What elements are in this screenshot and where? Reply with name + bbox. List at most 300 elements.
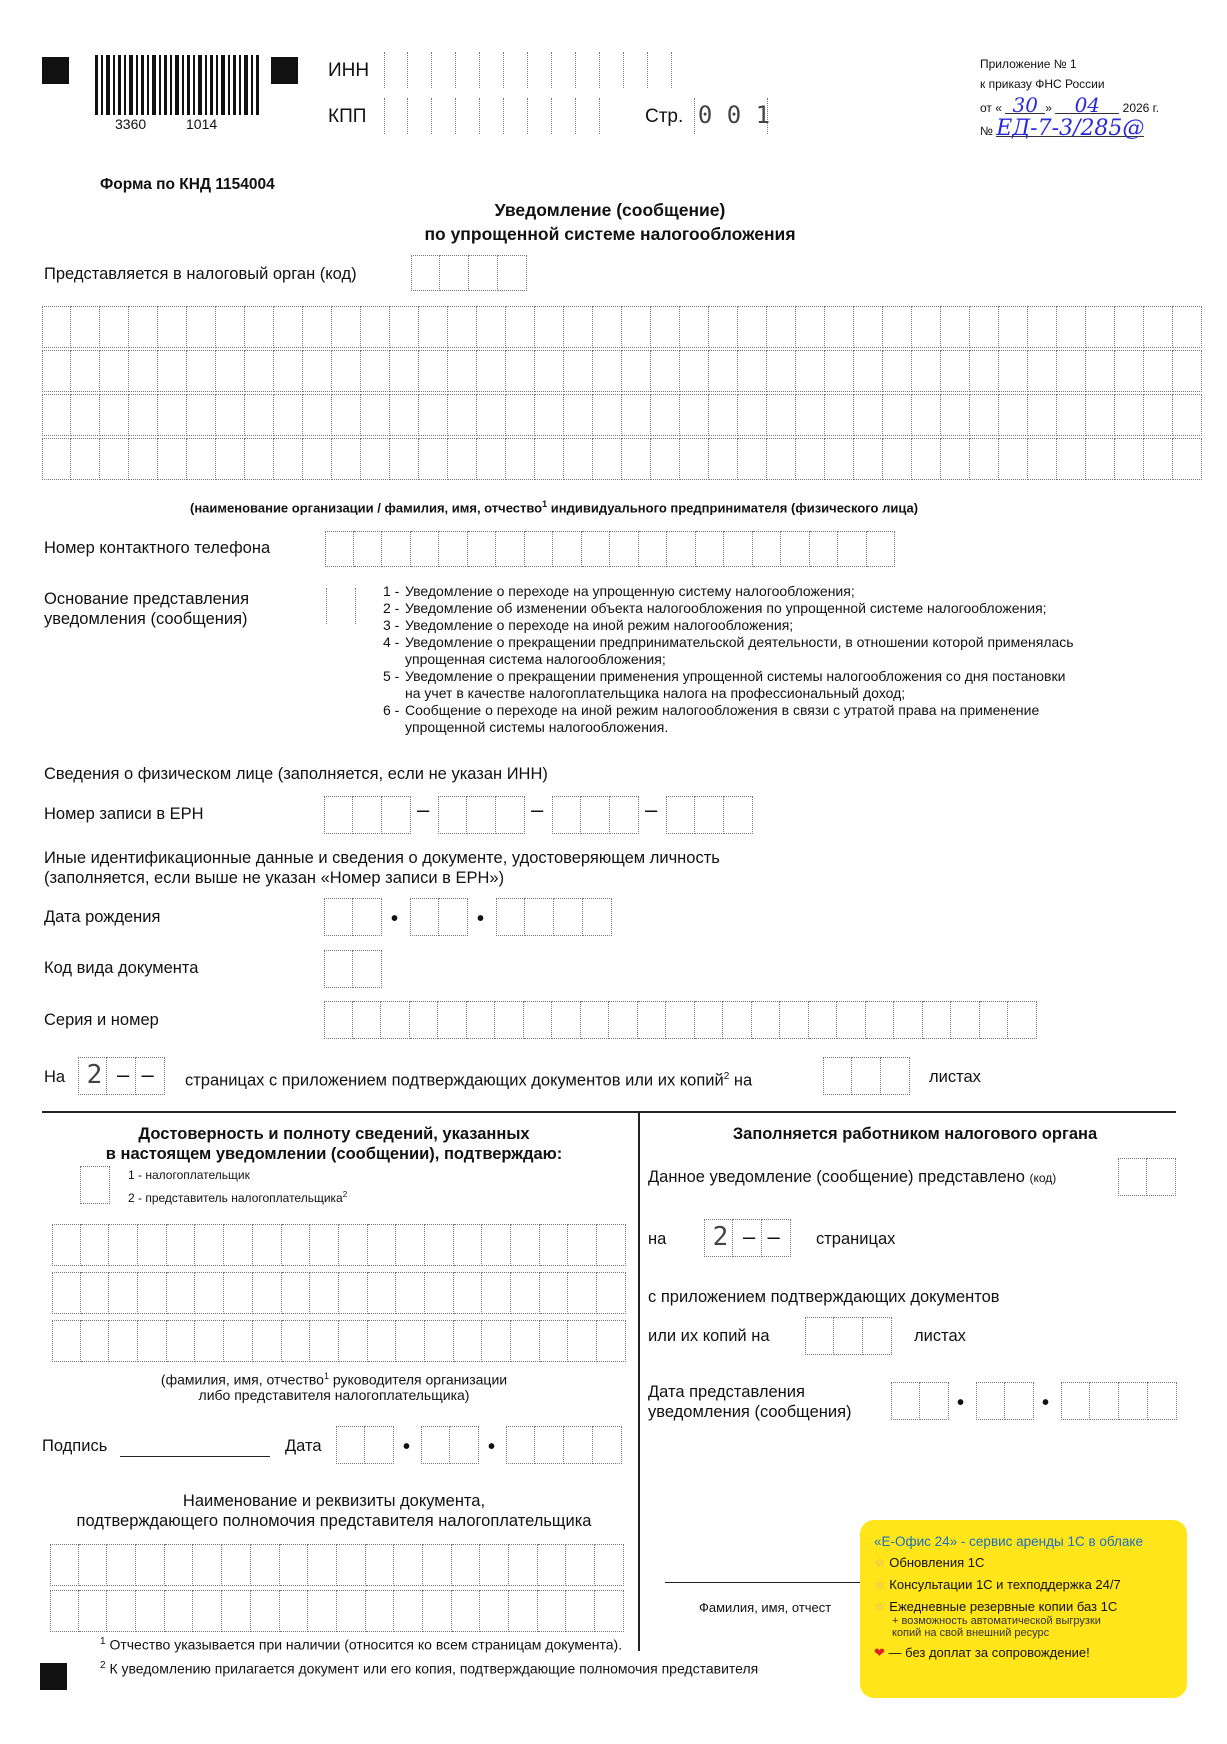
char-cell[interactable]: [535, 394, 564, 436]
char-cell-row[interactable]: [52, 1272, 626, 1314]
char-cell[interactable]: [107, 1590, 136, 1632]
char-cell[interactable]: [1144, 438, 1173, 480]
char-cell[interactable]: [158, 394, 187, 436]
char-cell-row[interactable]: [52, 1320, 626, 1362]
signature-line[interactable]: [120, 1456, 270, 1457]
char-cell[interactable]: [524, 1001, 553, 1039]
char-cell[interactable]: [222, 1544, 251, 1586]
char-cell[interactable]: [251, 1590, 280, 1632]
char-cell[interactable]: [253, 1224, 282, 1266]
char-cell[interactable]: [368, 1224, 397, 1266]
char-cell[interactable]: [339, 1272, 368, 1314]
char-cell[interactable]: [167, 1272, 196, 1314]
char-cell[interactable]: [390, 306, 419, 348]
char-cell[interactable]: [396, 1224, 425, 1266]
char-cell[interactable]: [496, 796, 525, 834]
char-cell[interactable]: [332, 306, 361, 348]
char-cell[interactable]: [193, 1544, 222, 1586]
char-cell[interactable]: [477, 438, 506, 480]
char-cell[interactable]: [467, 796, 496, 834]
char-cell[interactable]: [448, 394, 477, 436]
char-cell[interactable]: [282, 1272, 311, 1314]
char-cell[interactable]: [593, 394, 622, 436]
char-cell[interactable]: [129, 306, 158, 348]
char-cell[interactable]: [339, 1224, 368, 1266]
char-cell[interactable]: [480, 1544, 509, 1586]
char-cell[interactable]: [506, 1426, 535, 1464]
char-cell[interactable]: [568, 1272, 597, 1314]
char-cell[interactable]: [538, 1544, 567, 1586]
char-cell[interactable]: [81, 1224, 110, 1266]
char-cell[interactable]: [999, 394, 1028, 436]
char-cell[interactable]: [216, 350, 245, 392]
char-cell[interactable]: [381, 1001, 410, 1039]
char-cell[interactable]: [423, 1544, 452, 1586]
char-cell[interactable]: [796, 350, 825, 392]
char-cell-row[interactable]: [1061, 1382, 1177, 1420]
char-cell[interactable]: [752, 1001, 781, 1039]
char-cell[interactable]: [425, 1272, 454, 1314]
char-cell[interactable]: [79, 1590, 108, 1632]
char-cell[interactable]: [100, 350, 129, 392]
char-cell[interactable]: [709, 438, 738, 480]
char-cell[interactable]: [883, 394, 912, 436]
char-cell[interactable]: [680, 394, 709, 436]
char-cell[interactable]: [1028, 394, 1057, 436]
char-cell[interactable]: [158, 438, 187, 480]
char-cell-row[interactable]: [42, 350, 1202, 392]
char-cell[interactable]: [337, 1590, 366, 1632]
char-cell[interactable]: [825, 394, 854, 436]
char-cell[interactable]: [361, 438, 390, 480]
char-cell[interactable]: [129, 438, 158, 480]
char-cell[interactable]: [195, 1320, 224, 1362]
char-cell[interactable]: [651, 306, 680, 348]
char-cell-row[interactable]: [52, 1224, 626, 1266]
char-cell[interactable]: [365, 1426, 394, 1464]
char-cell[interactable]: [1173, 394, 1202, 436]
char-cell[interactable]: [480, 1590, 509, 1632]
char-cell[interactable]: [245, 350, 274, 392]
char-cell-row[interactable]: [336, 1426, 394, 1464]
char-cell[interactable]: [419, 438, 448, 480]
char-cell[interactable]: [1173, 306, 1202, 348]
char-cell[interactable]: [50, 1544, 79, 1586]
char-cell[interactable]: [496, 531, 525, 567]
char-cell[interactable]: [303, 350, 332, 392]
inn-field[interactable]: [384, 52, 672, 88]
char-cell[interactable]: [216, 394, 245, 436]
char-cell[interactable]: [540, 1320, 569, 1362]
char-cell[interactable]: [941, 350, 970, 392]
char-cell[interactable]: [482, 1224, 511, 1266]
char-cell[interactable]: [52, 1272, 81, 1314]
char-cell[interactable]: [421, 1426, 450, 1464]
char-cell[interactable]: [597, 1320, 626, 1362]
char-cell[interactable]: [390, 394, 419, 436]
char-cell[interactable]: [695, 1001, 724, 1039]
char-cell[interactable]: [866, 1001, 895, 1039]
char-cell[interactable]: [81, 1272, 110, 1314]
char-cell[interactable]: [595, 1590, 624, 1632]
char-cell[interactable]: [767, 438, 796, 480]
char-cell[interactable]: [495, 1001, 524, 1039]
char-cell[interactable]: [482, 1320, 511, 1362]
sheets-count-field[interactable]: [823, 1057, 910, 1095]
char-cell[interactable]: [999, 350, 1028, 392]
char-cell[interactable]: [767, 394, 796, 436]
char-cell[interactable]: [566, 1590, 595, 1632]
ad-banner[interactable]: [860, 1520, 1187, 1698]
char-cell[interactable]: [554, 898, 583, 936]
char-cell[interactable]: [79, 1544, 108, 1586]
char-cell[interactable]: [353, 1001, 382, 1039]
char-cell[interactable]: [1086, 394, 1115, 436]
char-cell[interactable]: [581, 796, 610, 834]
char-cell[interactable]: [109, 1320, 138, 1362]
char-cell[interactable]: [280, 1544, 309, 1586]
char-cell[interactable]: [382, 796, 411, 834]
char-cell[interactable]: [450, 1426, 479, 1464]
char-cell[interactable]: [810, 531, 839, 567]
char-cell[interactable]: [666, 1001, 695, 1039]
char-cell[interactable]: [1115, 394, 1144, 436]
char-cell[interactable]: [274, 438, 303, 480]
char-cell[interactable]: [951, 1001, 980, 1039]
char-cell[interactable]: [100, 306, 129, 348]
char-cell[interactable]: [796, 438, 825, 480]
presented-code-field[interactable]: [1118, 1158, 1176, 1196]
char-cell[interactable]: [382, 531, 411, 567]
char-cell[interactable]: [796, 394, 825, 436]
char-cell[interactable]: [195, 1224, 224, 1266]
char-cell[interactable]: [129, 350, 158, 392]
char-cell[interactable]: [980, 1001, 1009, 1039]
char-cell[interactable]: [224, 1224, 253, 1266]
char-cell[interactable]: [138, 1320, 167, 1362]
char-cell[interactable]: [224, 1320, 253, 1362]
char-cell-row[interactable]: [42, 394, 1202, 436]
char-cell[interactable]: [396, 1272, 425, 1314]
char-cell[interactable]: [535, 350, 564, 392]
char-cell[interactable]: [941, 306, 970, 348]
char-cell[interactable]: [1061, 1382, 1090, 1420]
char-cell[interactable]: [920, 1382, 949, 1420]
char-cell[interactable]: [738, 306, 767, 348]
char-cell[interactable]: [454, 1224, 483, 1266]
char-cell[interactable]: [854, 306, 883, 348]
char-cell[interactable]: [332, 438, 361, 480]
char-cell[interactable]: [353, 796, 382, 834]
char-cell[interactable]: [308, 1590, 337, 1632]
char-cell[interactable]: [941, 438, 970, 480]
char-cell[interactable]: [1057, 306, 1086, 348]
char-cell[interactable]: [245, 394, 274, 436]
char-cell[interactable]: [941, 394, 970, 436]
char-cell[interactable]: [245, 306, 274, 348]
char-cell[interactable]: [912, 394, 941, 436]
char-cell[interactable]: [709, 394, 738, 436]
char-cell[interactable]: [158, 306, 187, 348]
char-cell[interactable]: [425, 1224, 454, 1266]
char-cell[interactable]: [448, 350, 477, 392]
char-cell[interactable]: [419, 350, 448, 392]
char-cell[interactable]: [535, 438, 564, 480]
char-cell[interactable]: [187, 350, 216, 392]
char-cell[interactable]: [394, 1544, 423, 1586]
char-cell[interactable]: [1090, 1382, 1119, 1420]
char-cell[interactable]: [854, 394, 883, 436]
char-cell[interactable]: [1173, 438, 1202, 480]
char-cell[interactable]: [1057, 394, 1086, 436]
char-cell[interactable]: [553, 531, 582, 567]
char-cell[interactable]: [538, 1590, 567, 1632]
char-cell[interactable]: [723, 1001, 752, 1039]
char-cell[interactable]: [1144, 394, 1173, 436]
char-cell[interactable]: [564, 306, 593, 348]
char-cell[interactable]: [883, 306, 912, 348]
char-cell[interactable]: [274, 350, 303, 392]
char-cell[interactable]: [724, 796, 753, 834]
signer-type-field[interactable]: [80, 1166, 110, 1204]
char-cell[interactable]: [1086, 306, 1115, 348]
char-cell[interactable]: [622, 438, 651, 480]
char-cell[interactable]: [970, 306, 999, 348]
char-cell[interactable]: [506, 394, 535, 436]
char-cell-row[interactable]: [496, 898, 612, 936]
char-cell[interactable]: [253, 1320, 282, 1362]
char-cell[interactable]: [1008, 1001, 1037, 1039]
char-cell[interactable]: [282, 1224, 311, 1266]
staff-signature-line[interactable]: [665, 1582, 865, 1583]
char-cell[interactable]: [610, 531, 639, 567]
char-cell[interactable]: [509, 1590, 538, 1632]
char-cell[interactable]: [891, 1382, 920, 1420]
char-cell[interactable]: [552, 1001, 581, 1039]
char-cell[interactable]: [511, 1320, 540, 1362]
char-cell[interactable]: [410, 898, 439, 936]
char-cell[interactable]: [912, 306, 941, 348]
char-cell[interactable]: [582, 531, 611, 567]
char-cell[interactable]: [454, 1320, 483, 1362]
char-cell[interactable]: [274, 394, 303, 436]
char-cell-row[interactable]: [438, 796, 525, 834]
char-cell-row[interactable]: [324, 898, 382, 936]
char-cell[interactable]: [1119, 1382, 1148, 1420]
char-cell[interactable]: [136, 1590, 165, 1632]
char-cell[interactable]: [410, 1001, 439, 1039]
char-cell[interactable]: [448, 306, 477, 348]
char-cell[interactable]: [838, 531, 867, 567]
char-cell[interactable]: [970, 438, 999, 480]
char-cell[interactable]: [552, 796, 581, 834]
char-cell[interactable]: [167, 1224, 196, 1266]
char-cell[interactable]: [336, 1426, 365, 1464]
char-cell[interactable]: [825, 438, 854, 480]
char-cell[interactable]: [535, 306, 564, 348]
char-cell[interactable]: [894, 1001, 923, 1039]
char-cell[interactable]: [709, 306, 738, 348]
tax-authority-code-field[interactable]: [411, 255, 527, 291]
char-cell[interactable]: [796, 306, 825, 348]
char-cell[interactable]: [52, 1320, 81, 1362]
char-cell[interactable]: [425, 1320, 454, 1362]
phone-field[interactable]: [325, 531, 895, 567]
char-cell[interactable]: [390, 350, 419, 392]
char-cell[interactable]: [361, 394, 390, 436]
char-cell[interactable]: [651, 394, 680, 436]
char-cell[interactable]: [593, 350, 622, 392]
char-cell[interactable]: [423, 1590, 452, 1632]
char-cell[interactable]: [1173, 350, 1202, 392]
char-cell[interactable]: [303, 306, 332, 348]
char-cell[interactable]: [361, 350, 390, 392]
char-cell[interactable]: [511, 1272, 540, 1314]
char-cell[interactable]: [368, 1272, 397, 1314]
char-cell[interactable]: [193, 1590, 222, 1632]
char-cell[interactable]: [540, 1272, 569, 1314]
char-cell[interactable]: [867, 531, 896, 567]
char-cell-row[interactable]: [324, 796, 411, 834]
char-cell-row[interactable]: [666, 796, 753, 834]
char-cell[interactable]: [308, 1544, 337, 1586]
char-cell[interactable]: [564, 394, 593, 436]
char-cell[interactable]: [1086, 438, 1115, 480]
char-cell[interactable]: [883, 438, 912, 480]
char-cell[interactable]: [622, 350, 651, 392]
char-cell-row[interactable]: [552, 796, 639, 834]
char-cell[interactable]: [583, 898, 612, 936]
char-cell[interactable]: [970, 394, 999, 436]
char-cell[interactable]: [923, 1001, 952, 1039]
char-cell[interactable]: [361, 306, 390, 348]
char-cell[interactable]: [535, 1426, 564, 1464]
char-cell[interactable]: [448, 438, 477, 480]
char-cell[interactable]: [496, 898, 525, 936]
char-cell[interactable]: [394, 1590, 423, 1632]
char-cell[interactable]: [564, 350, 593, 392]
char-cell[interactable]: [780, 1001, 809, 1039]
char-cell[interactable]: [165, 1590, 194, 1632]
char-cell[interactable]: [610, 796, 639, 834]
char-cell[interactable]: [525, 898, 554, 936]
char-cell[interactable]: [129, 394, 158, 436]
char-cell[interactable]: [999, 438, 1028, 480]
char-cell[interactable]: [100, 394, 129, 436]
doc-code-field[interactable]: [324, 950, 382, 988]
char-cell[interactable]: [564, 1426, 593, 1464]
char-cell-row[interactable]: [421, 1426, 479, 1464]
char-cell[interactable]: [452, 1544, 481, 1586]
char-cell[interactable]: [666, 796, 695, 834]
char-cell[interactable]: [390, 438, 419, 480]
char-cell[interactable]: [109, 1224, 138, 1266]
char-cell[interactable]: [71, 306, 100, 348]
char-cell[interactable]: [767, 350, 796, 392]
char-cell[interactable]: [165, 1544, 194, 1586]
char-cell[interactable]: [639, 531, 668, 567]
char-cell[interactable]: [566, 1544, 595, 1586]
char-cell-row[interactable]: [50, 1544, 624, 1586]
char-cell[interactable]: [158, 350, 187, 392]
basis-code-field[interactable]: [326, 588, 356, 624]
char-cell[interactable]: [738, 438, 767, 480]
char-cell[interactable]: [680, 438, 709, 480]
char-cell[interactable]: [332, 350, 361, 392]
char-cell[interactable]: [622, 394, 651, 436]
char-cell[interactable]: [324, 898, 353, 936]
char-cell[interactable]: [187, 306, 216, 348]
char-cell[interactable]: [366, 1544, 395, 1586]
char-cell[interactable]: [310, 1224, 339, 1266]
char-cell[interactable]: [609, 1001, 638, 1039]
char-cell[interactable]: [167, 1320, 196, 1362]
char-cell[interactable]: [825, 306, 854, 348]
char-cell[interactable]: [1144, 306, 1173, 348]
char-cell[interactable]: [195, 1272, 224, 1314]
char-cell[interactable]: [1086, 350, 1115, 392]
char-cell[interactable]: [564, 438, 593, 480]
char-cell[interactable]: [680, 306, 709, 348]
char-cell[interactable]: [366, 1590, 395, 1632]
char-cell[interactable]: [253, 1272, 282, 1314]
char-cell[interactable]: [100, 438, 129, 480]
char-cell-row[interactable]: [891, 1382, 949, 1420]
char-cell[interactable]: [138, 1272, 167, 1314]
char-cell[interactable]: [477, 394, 506, 436]
char-cell[interactable]: [1115, 306, 1144, 348]
char-cell[interactable]: [50, 1590, 79, 1632]
char-cell[interactable]: [282, 1320, 311, 1362]
char-cell[interactable]: [1115, 438, 1144, 480]
char-cell-row[interactable]: [410, 898, 468, 936]
char-cell[interactable]: [224, 1272, 253, 1314]
char-cell[interactable]: [52, 1224, 81, 1266]
char-cell[interactable]: [854, 350, 883, 392]
char-cell[interactable]: [325, 531, 354, 567]
char-cell[interactable]: [467, 1001, 496, 1039]
char-cell[interactable]: [695, 796, 724, 834]
char-cell[interactable]: [781, 531, 810, 567]
char-cell[interactable]: [438, 796, 467, 834]
char-cell[interactable]: [667, 531, 696, 567]
char-cell[interactable]: [71, 350, 100, 392]
char-cell[interactable]: [1115, 350, 1144, 392]
char-cell[interactable]: [222, 1590, 251, 1632]
char-cell[interactable]: [1028, 350, 1057, 392]
char-cell[interactable]: [651, 350, 680, 392]
char-cell[interactable]: [506, 438, 535, 480]
char-cell[interactable]: [419, 394, 448, 436]
char-cell[interactable]: [337, 1544, 366, 1586]
char-cell[interactable]: [468, 531, 497, 567]
char-cell[interactable]: [368, 1320, 397, 1362]
char-cell[interactable]: [310, 1272, 339, 1314]
char-cell[interactable]: [280, 1590, 309, 1632]
char-cell[interactable]: [42, 438, 71, 480]
char-cell[interactable]: [506, 306, 535, 348]
char-cell[interactable]: [1057, 438, 1086, 480]
char-cell[interactable]: [216, 306, 245, 348]
char-cell[interactable]: [976, 1382, 1005, 1420]
char-cell[interactable]: [883, 350, 912, 392]
char-cell[interactable]: [1057, 350, 1086, 392]
char-cell[interactable]: [854, 438, 883, 480]
char-cell[interactable]: [999, 306, 1028, 348]
char-cell[interactable]: [738, 394, 767, 436]
char-cell[interactable]: [251, 1544, 280, 1586]
char-cell[interactable]: [324, 796, 353, 834]
